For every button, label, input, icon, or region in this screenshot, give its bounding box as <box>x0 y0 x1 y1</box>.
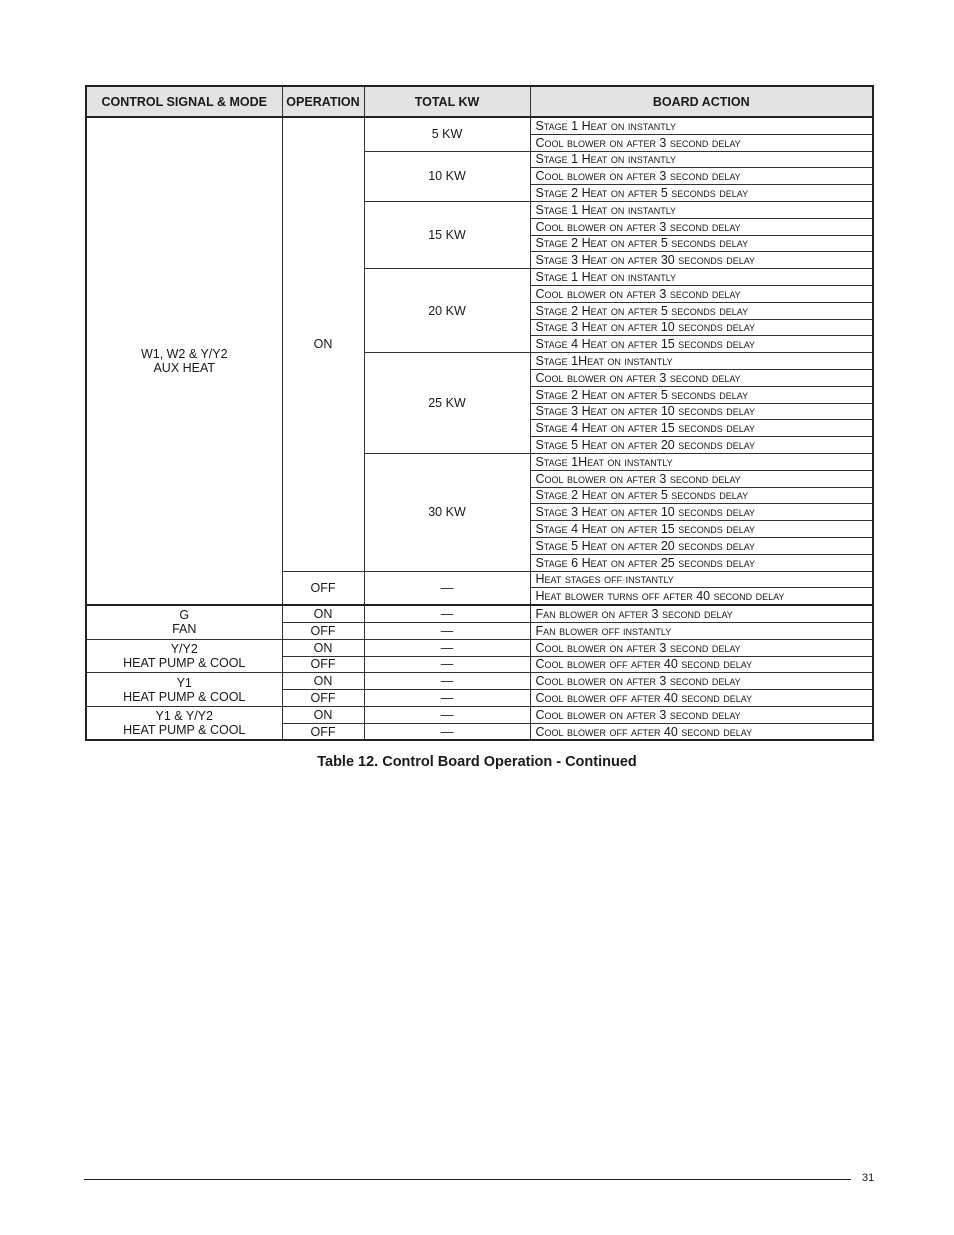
mode-line: FAN <box>172 622 197 637</box>
signal-line: Y1 & Y/Y2 <box>155 709 213 724</box>
mode-line: HEAT PUMP & COOL <box>123 723 246 738</box>
total-kw-cell: 10 KW <box>364 151 530 201</box>
table-row <box>86 706 873 723</box>
signal-mode-cell <box>86 639 282 673</box>
signal-mode-cell <box>86 706 282 740</box>
header-operation: OPERATION <box>282 86 364 117</box>
operation-cell: ON <box>282 639 364 656</box>
board-action-cell: Stage 1Heat on instantly <box>530 353 873 370</box>
board-action-cell: Stage 2 Heat on after 5 seconds delay <box>530 185 873 202</box>
board-action-cell: Cool blower off after 40 second delay <box>530 656 873 673</box>
total-kw-cell: 25 KW <box>364 353 530 454</box>
board-action-cell: Cool blower on after 3 second delay <box>530 706 873 723</box>
table-row <box>86 673 873 690</box>
signal-line: Y/Y2 <box>170 642 198 656</box>
table-row <box>86 117 873 134</box>
mode-line: AUX HEAT <box>153 361 216 376</box>
table-caption: Table 12. Control Board Operation - Continued <box>317 754 637 770</box>
board-action-cell: Cool blower on after 3 second delay <box>530 470 873 487</box>
total-kw-cell: — <box>364 656 530 673</box>
board-action-cell: Cool blower on after 3 second delay <box>530 218 873 235</box>
board-action-cell: Stage 3 Heat on after 10 seconds delay <box>530 403 873 420</box>
total-kw-cell: — <box>364 571 530 605</box>
operation-cell: ON <box>282 673 364 690</box>
board-action-cell: Stage 4 Heat on after 15 seconds delay <box>530 336 873 353</box>
mode-line: HEAT PUMP & COOL <box>123 656 246 670</box>
operation-cell-off: OFF <box>282 571 364 605</box>
board-action-cell: Cool blower off after 40 second delay <box>530 690 873 707</box>
operation-cell: ON <box>282 706 364 723</box>
operation-cell: ON <box>282 605 364 622</box>
board-action-cell: Stage 3 Heat on after 10 seconds delay <box>530 504 873 521</box>
board-action-cell: Stage 2 Heat on after 5 seconds delay <box>530 302 873 319</box>
board-action-cell: Stage 2 Heat on after 5 seconds delay <box>530 235 873 252</box>
board-action-cell: Stage 3 Heat on after 10 seconds delay <box>530 319 873 336</box>
total-kw-cell: 15 KW <box>364 201 530 268</box>
board-action-cell: Cool blower on after 3 second delay <box>530 673 873 690</box>
board-action-cell: Stage 1Heat on instantly <box>530 453 873 470</box>
mode-line: HEAT PUMP & COOL <box>123 689 246 704</box>
board-action-cell: Cool blower on after 3 second delay <box>530 285 873 302</box>
operation-cell-on: ON <box>282 117 364 571</box>
signal-line: G <box>179 608 190 623</box>
total-kw-cell: 20 KW <box>364 269 530 353</box>
operation-cell: OFF <box>282 723 364 740</box>
total-kw-cell: — <box>364 639 530 656</box>
page-number: 31 <box>862 1172 875 1184</box>
operation-cell: OFF <box>282 690 364 707</box>
total-kw-cell: 5 KW <box>364 117 530 151</box>
table-body <box>86 117 873 740</box>
board-action-cell: Stage 5 Heat on after 20 seconds delay <box>530 437 873 454</box>
control-board-table <box>85 85 874 741</box>
board-action-cell: Fan blower on after 3 second delay <box>530 605 873 622</box>
board-action-cell: Stage 3 Heat on after 30 seconds delay <box>530 252 873 269</box>
board-action-cell: Stage 4 Heat on after 15 seconds delay <box>530 521 873 538</box>
board-action-cell: Stage 5 Heat on after 20 seconds delay <box>530 537 873 554</box>
total-kw-cell: 30 KW <box>364 453 530 571</box>
operation-cell: OFF <box>282 656 364 673</box>
table-header-row <box>86 86 873 117</box>
board-action-cell: Stage 4 Heat on after 15 seconds delay <box>530 420 873 437</box>
header-control-signal: CONTROL SIGNAL & MODE <box>86 86 282 117</box>
signal-mode-cell <box>86 673 282 707</box>
board-action-cell: Cool blower on after 3 second delay <box>530 134 873 151</box>
signal-mode-cell-aux-heat <box>86 117 282 605</box>
board-action-cell: Heat blower turns off after 40 second delay <box>530 588 873 605</box>
footer-rule <box>84 1179 851 1180</box>
operation-cell: OFF <box>282 622 364 639</box>
total-kw-cell: — <box>364 706 530 723</box>
header-board-action: BOARD ACTION <box>530 86 873 117</box>
total-kw-cell: — <box>364 673 530 690</box>
signal-line: Y1 <box>176 675 192 690</box>
board-action-cell: Stage 1 Heat on instantly <box>530 117 873 134</box>
board-action-cell: Stage 1 Heat on instantly <box>530 151 873 168</box>
board-action-cell: Cool blower on after 3 second delay <box>530 168 873 185</box>
signal-line: W1, W2 & Y/Y2 <box>140 347 228 362</box>
header-total-kw: TOTAL KW <box>364 86 530 117</box>
board-action-cell: Heat stages off instantly <box>530 571 873 588</box>
total-kw-cell: — <box>364 622 530 639</box>
board-action-cell: Stage 1 Heat on instantly <box>530 201 873 218</box>
total-kw-cell: — <box>364 605 530 622</box>
board-action-cell: Stage 1 Heat on instantly <box>530 269 873 286</box>
total-kw-cell: — <box>364 723 530 740</box>
table-row <box>86 639 873 656</box>
board-action-cell: Cool blower on after 3 second delay <box>530 639 873 656</box>
total-kw-cell: — <box>364 690 530 707</box>
board-action-cell: Cool blower on after 3 second delay <box>530 369 873 386</box>
board-action-cell: Cool blower off after 40 second delay <box>530 723 873 740</box>
board-action-cell: Stage 2 Heat on after 5 seconds delay <box>530 386 873 403</box>
board-action-cell: Stage 2 Heat on after 5 seconds delay <box>530 487 873 504</box>
board-action-cell: Stage 6 Heat on after 25 seconds delay <box>530 554 873 571</box>
board-action-cell: Fan blower off instantly <box>530 622 873 639</box>
signal-mode-cell <box>86 605 282 639</box>
table-row <box>86 605 873 622</box>
